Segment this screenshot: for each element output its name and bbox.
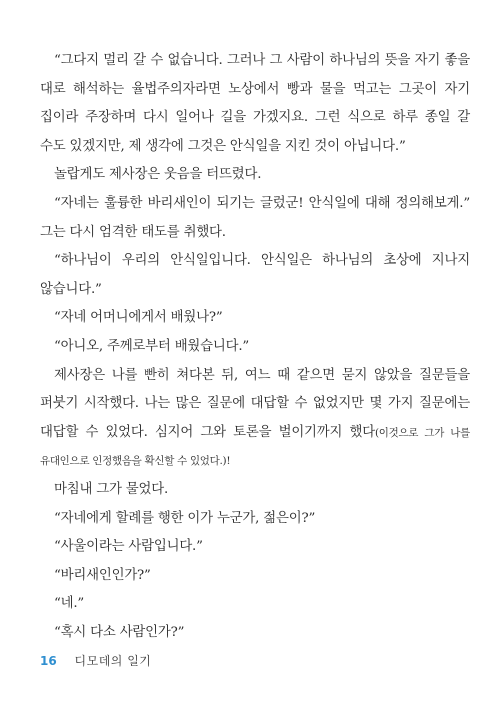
paragraph: “네.” <box>54 596 85 612</box>
paragraph: 마침내 그가 물었다. <box>54 481 169 497</box>
paragraph: “사울이라는 사람입니다.” <box>54 539 203 555</box>
page-number: 16 <box>40 654 57 668</box>
paragraph: “자네에게 할례를 행한 이가 누군가, 젊은이?” <box>54 510 316 526</box>
page-footer <box>40 652 151 669</box>
paragraph <box>40 362 470 476</box>
running-title: 디모데의 일기 <box>74 654 152 668</box>
body-text <box>40 47 470 647</box>
paragraph: “자네 어머니에게서 배웠나?” <box>54 310 223 326</box>
footnote-aside: (이것으로 그가 나를 유대인으로 인정했음을 확신할 수 있었다.)! <box>40 426 470 468</box>
paragraph: “자네는 훌륭한 바리새인이 되기는 글렀군! 안식일에 대해 정의해보게.” 그는 다시 엄격한 태도를 취했다. <box>40 195 470 240</box>
paragraph: “혹시 다소 사람인가?” <box>54 624 185 640</box>
paragraph-text: 제사장은 나를 빤히 쳐다본 뒤, 여느 때 같으면 묻지 않았을 질문들을 퍼붓기 시작했다. 나는 많은 질문에 대답할 수 없었지만 몇 가지 질문에는 대답할 수 있었다. 심지어 그와 토론을 벌이기까지 했다 <box>40 367 470 440</box>
paragraph: “그다지 멀리 갈 수 없습니다. 그러나 그 사람이 하나님의 뜻을 자기 좋을 대로 해석하는 율법주의자라면 노상에서 빵과 물을 먹고는 그곳이 자기 집이라 주장하며 다시 일어나 길을 가겠지요. 그런 식으로 하루 종일 갈 수도 있겠지만, 제 생각에 그것은 안식일을 지킨 것이 아닙니다.” <box>40 53 470 154</box>
paragraph: “하나님이 우리의 안식일입니다. 안식일은 하나님의 초상에 지나지 않습니다.” <box>40 253 470 297</box>
paragraph: “아니오, 주께로부터 배웠습니다.” <box>54 338 250 354</box>
paragraph: 놀랍게도 제사장은 웃음을 터뜨렸다. <box>54 167 262 183</box>
paragraph: “바리새인인가?” <box>54 567 151 583</box>
